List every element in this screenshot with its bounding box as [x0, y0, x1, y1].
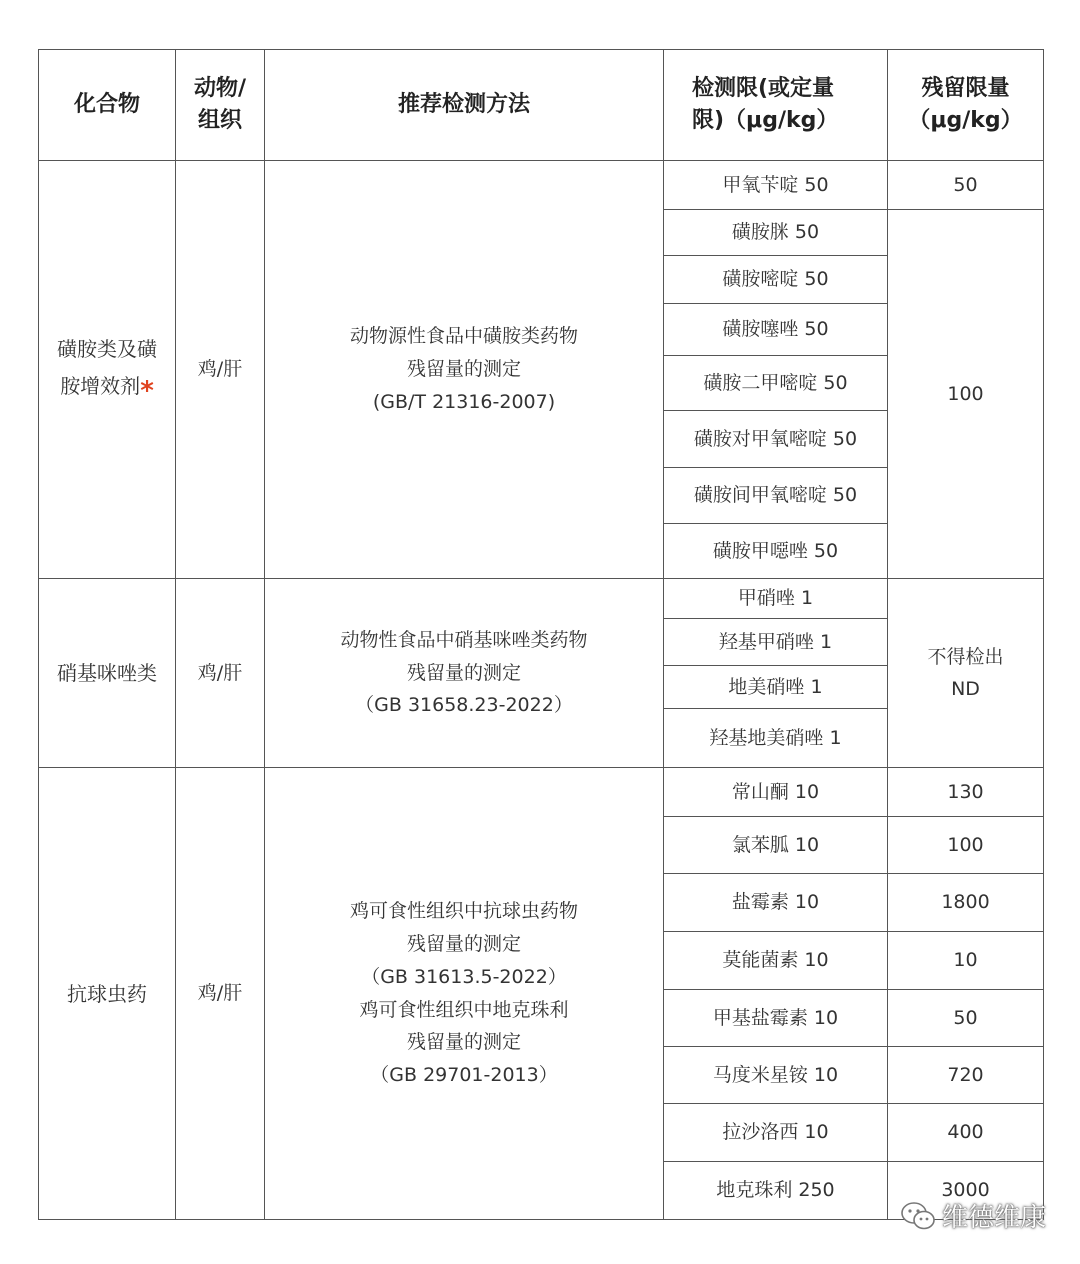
compound-line — [39, 365, 175, 407]
lod-cell: 氯苯胍 10 — [664, 817, 888, 874]
animal-cell: 鸡/肝 — [176, 161, 265, 579]
table-row — [39, 768, 1044, 817]
method-line: （GB 31613.5-2022） — [361, 965, 567, 988]
table-row — [39, 161, 1044, 210]
mrl-cell: 720 — [888, 1047, 1044, 1104]
lod-cell: 盐霉素 10 — [664, 874, 888, 932]
residue-limits-table-wrap — [38, 49, 1044, 1220]
header-detection-limit — [664, 50, 888, 161]
mrl-cell: 50 — [888, 161, 1044, 210]
method-cell-anticoccidials — [265, 768, 664, 1220]
lod-cell: 磺胺二甲嘧啶 50 — [664, 356, 888, 411]
method-line: 鸡可食性组织中地克珠利 — [359, 998, 569, 1021]
lod-cell: 磺胺对甲氧嘧啶 50 — [664, 411, 888, 468]
table-row — [39, 579, 1044, 619]
method-line: （GB 29701-2013） — [370, 1063, 558, 1086]
mrl-cell: 400 — [888, 1104, 1044, 1162]
header-residue-limit — [888, 50, 1044, 161]
method-cell-sulfonamides — [265, 161, 664, 579]
header-lod-line2: 限)（μg/kg） — [692, 108, 839, 133]
header-compound: 化合物 — [39, 50, 176, 161]
method-line: 残留量的测定 — [406, 358, 521, 381]
lod-cell: 磺胺甲噁唑 50 — [664, 524, 888, 579]
mrl-cell: 130 — [888, 768, 1044, 817]
lod-cell: 马度米星铵 10 — [664, 1047, 888, 1104]
header-animal-line2: 组织 — [197, 108, 242, 133]
lod-cell: 地克珠利 250 — [664, 1162, 888, 1220]
header-animal-line1: 动物/ — [193, 76, 247, 102]
mrl-cell: 100 — [888, 210, 1044, 579]
residue-limits-table — [38, 49, 1044, 1220]
lod-cell: 莫能菌素 10 — [664, 932, 888, 990]
header-mrl-line1: 残留限量 — [921, 76, 1010, 102]
header-animal-tissue — [176, 50, 265, 161]
wechat-icon — [900, 1201, 936, 1231]
method-cell-nitroimidazoles — [265, 579, 664, 768]
compound-line-text: 胺增效剂 — [60, 373, 141, 398]
mrl-cell: 3000 — [888, 1162, 1044, 1220]
lod-cell: 地美硝唑 1 — [664, 666, 888, 709]
animal-cell: 鸡/肝 — [176, 579, 265, 768]
lod-cell: 甲硝唑 1 — [664, 579, 888, 619]
animal-cell: 鸡/肝 — [176, 768, 265, 1220]
header-row — [39, 50, 1044, 161]
mrl-cell: 100 — [888, 817, 1044, 874]
mrl-cell: 1800 — [888, 874, 1044, 932]
lod-cell: 甲氧苄啶 50 — [664, 161, 888, 210]
method-line: 动物性食品中硝基咪唑类药物 — [340, 628, 588, 651]
method-line: （GB 31658.23-2022） — [355, 694, 573, 717]
lod-cell: 拉沙洛西 10 — [664, 1104, 888, 1162]
mrl-cell: 10 — [888, 932, 1044, 990]
lod-cell: 羟基甲硝唑 1 — [664, 619, 888, 666]
watermark — [900, 1197, 1046, 1234]
lod-cell: 甲基盐霉素 10 — [664, 990, 888, 1047]
lod-cell: 常山酮 10 — [664, 768, 888, 817]
method-line: 残留量的测定 — [406, 933, 521, 956]
lod-cell: 磺胺噻唑 50 — [664, 304, 888, 356]
method-line: 残留量的测定 — [406, 661, 521, 684]
mrl-cell: 50 — [888, 990, 1044, 1047]
lod-cell: 磺胺脒 50 — [664, 210, 888, 256]
mrl-line: 不得检出 — [927, 645, 1004, 668]
compound-cell-anticoccidials: 抗球虫药 — [39, 768, 176, 1220]
method-line: 动物源性食品中磺胺类药物 — [349, 325, 578, 348]
header-mrl-line2: （μg/kg） — [908, 108, 1023, 133]
compound-cell-sulfonamides — [39, 161, 176, 579]
header-lod-line1: 检测限(或定量 — [692, 76, 835, 102]
lod-cell: 磺胺嘧啶 50 — [664, 256, 888, 304]
lod-cell: 磺胺间甲氧嘧啶 50 — [664, 468, 888, 524]
asterisk-marker: * — [140, 375, 154, 406]
mrl-line: ND — [951, 678, 980, 700]
compound-line: 磺胺类及磺 — [57, 336, 157, 361]
lod-cell: 羟基地美硝唑 1 — [664, 709, 888, 768]
method-line: 残留量的测定 — [406, 1031, 521, 1054]
method-line: (GB/T 21316-2007) — [372, 390, 556, 413]
method-line: 鸡可食性组织中抗球虫药物 — [349, 900, 578, 923]
watermark-text: 维德维康 — [941, 1203, 1046, 1233]
compound-cell-nitroimidazoles: 硝基咪唑类 — [39, 579, 176, 768]
header-method: 推荐检测方法 — [265, 50, 664, 161]
mrl-cell-not-detected — [888, 579, 1044, 768]
